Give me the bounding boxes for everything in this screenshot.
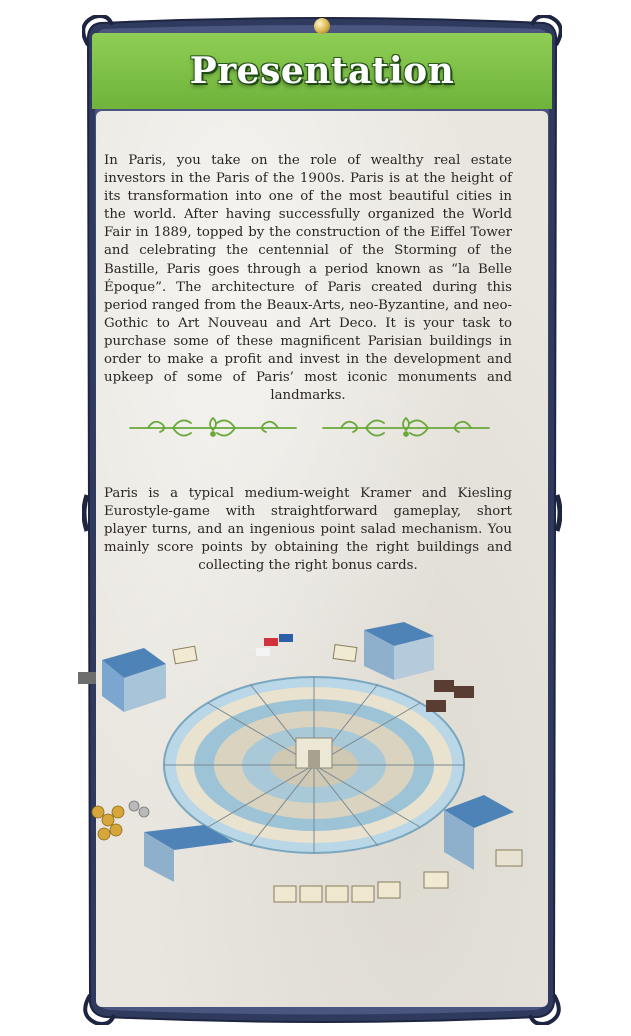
board-game-illustration-icon — [74, 620, 544, 920]
gameplay-paragraph: Paris is a typical medium-weight Kramer and Kiesling Eurostyle-game with straightforward gameplay, short player turns, and an ingenious point salad mechanism. You mainly score points by obtaining the right buildings and collecting the right bonus cards. — [104, 486, 512, 574]
ornament-divider-right-icon — [320, 412, 492, 442]
page-title: Presentation — [189, 50, 455, 92]
gem-ornament-icon — [314, 18, 330, 34]
ornament-divider-left-icon — [128, 412, 298, 442]
intro-paragraph: In Paris, you take on the role of wealthy real estate investors in the Paris of the 1900s. Paris is at the height of its transformation into one of the most beautiful cities in the world. After having successfully organized the World Fair in 1889, topped by the construction of the Eiffel Tower and celebrating the centennial of the Storming of the Bastille, Paris goes through a period known as “la Belle Époque”. The architecture of Paris created during this period ranged from the Beaux-Arts, neo-Byzantine, and neo-Gothic to Art Nouveau and Art Deco. It is your task to purchase some of these magnificent Parisian buildings in order to make a profit and invest in the development and upkeep of some of Paris’ most iconic monuments and landmarks. — [104, 153, 512, 404]
